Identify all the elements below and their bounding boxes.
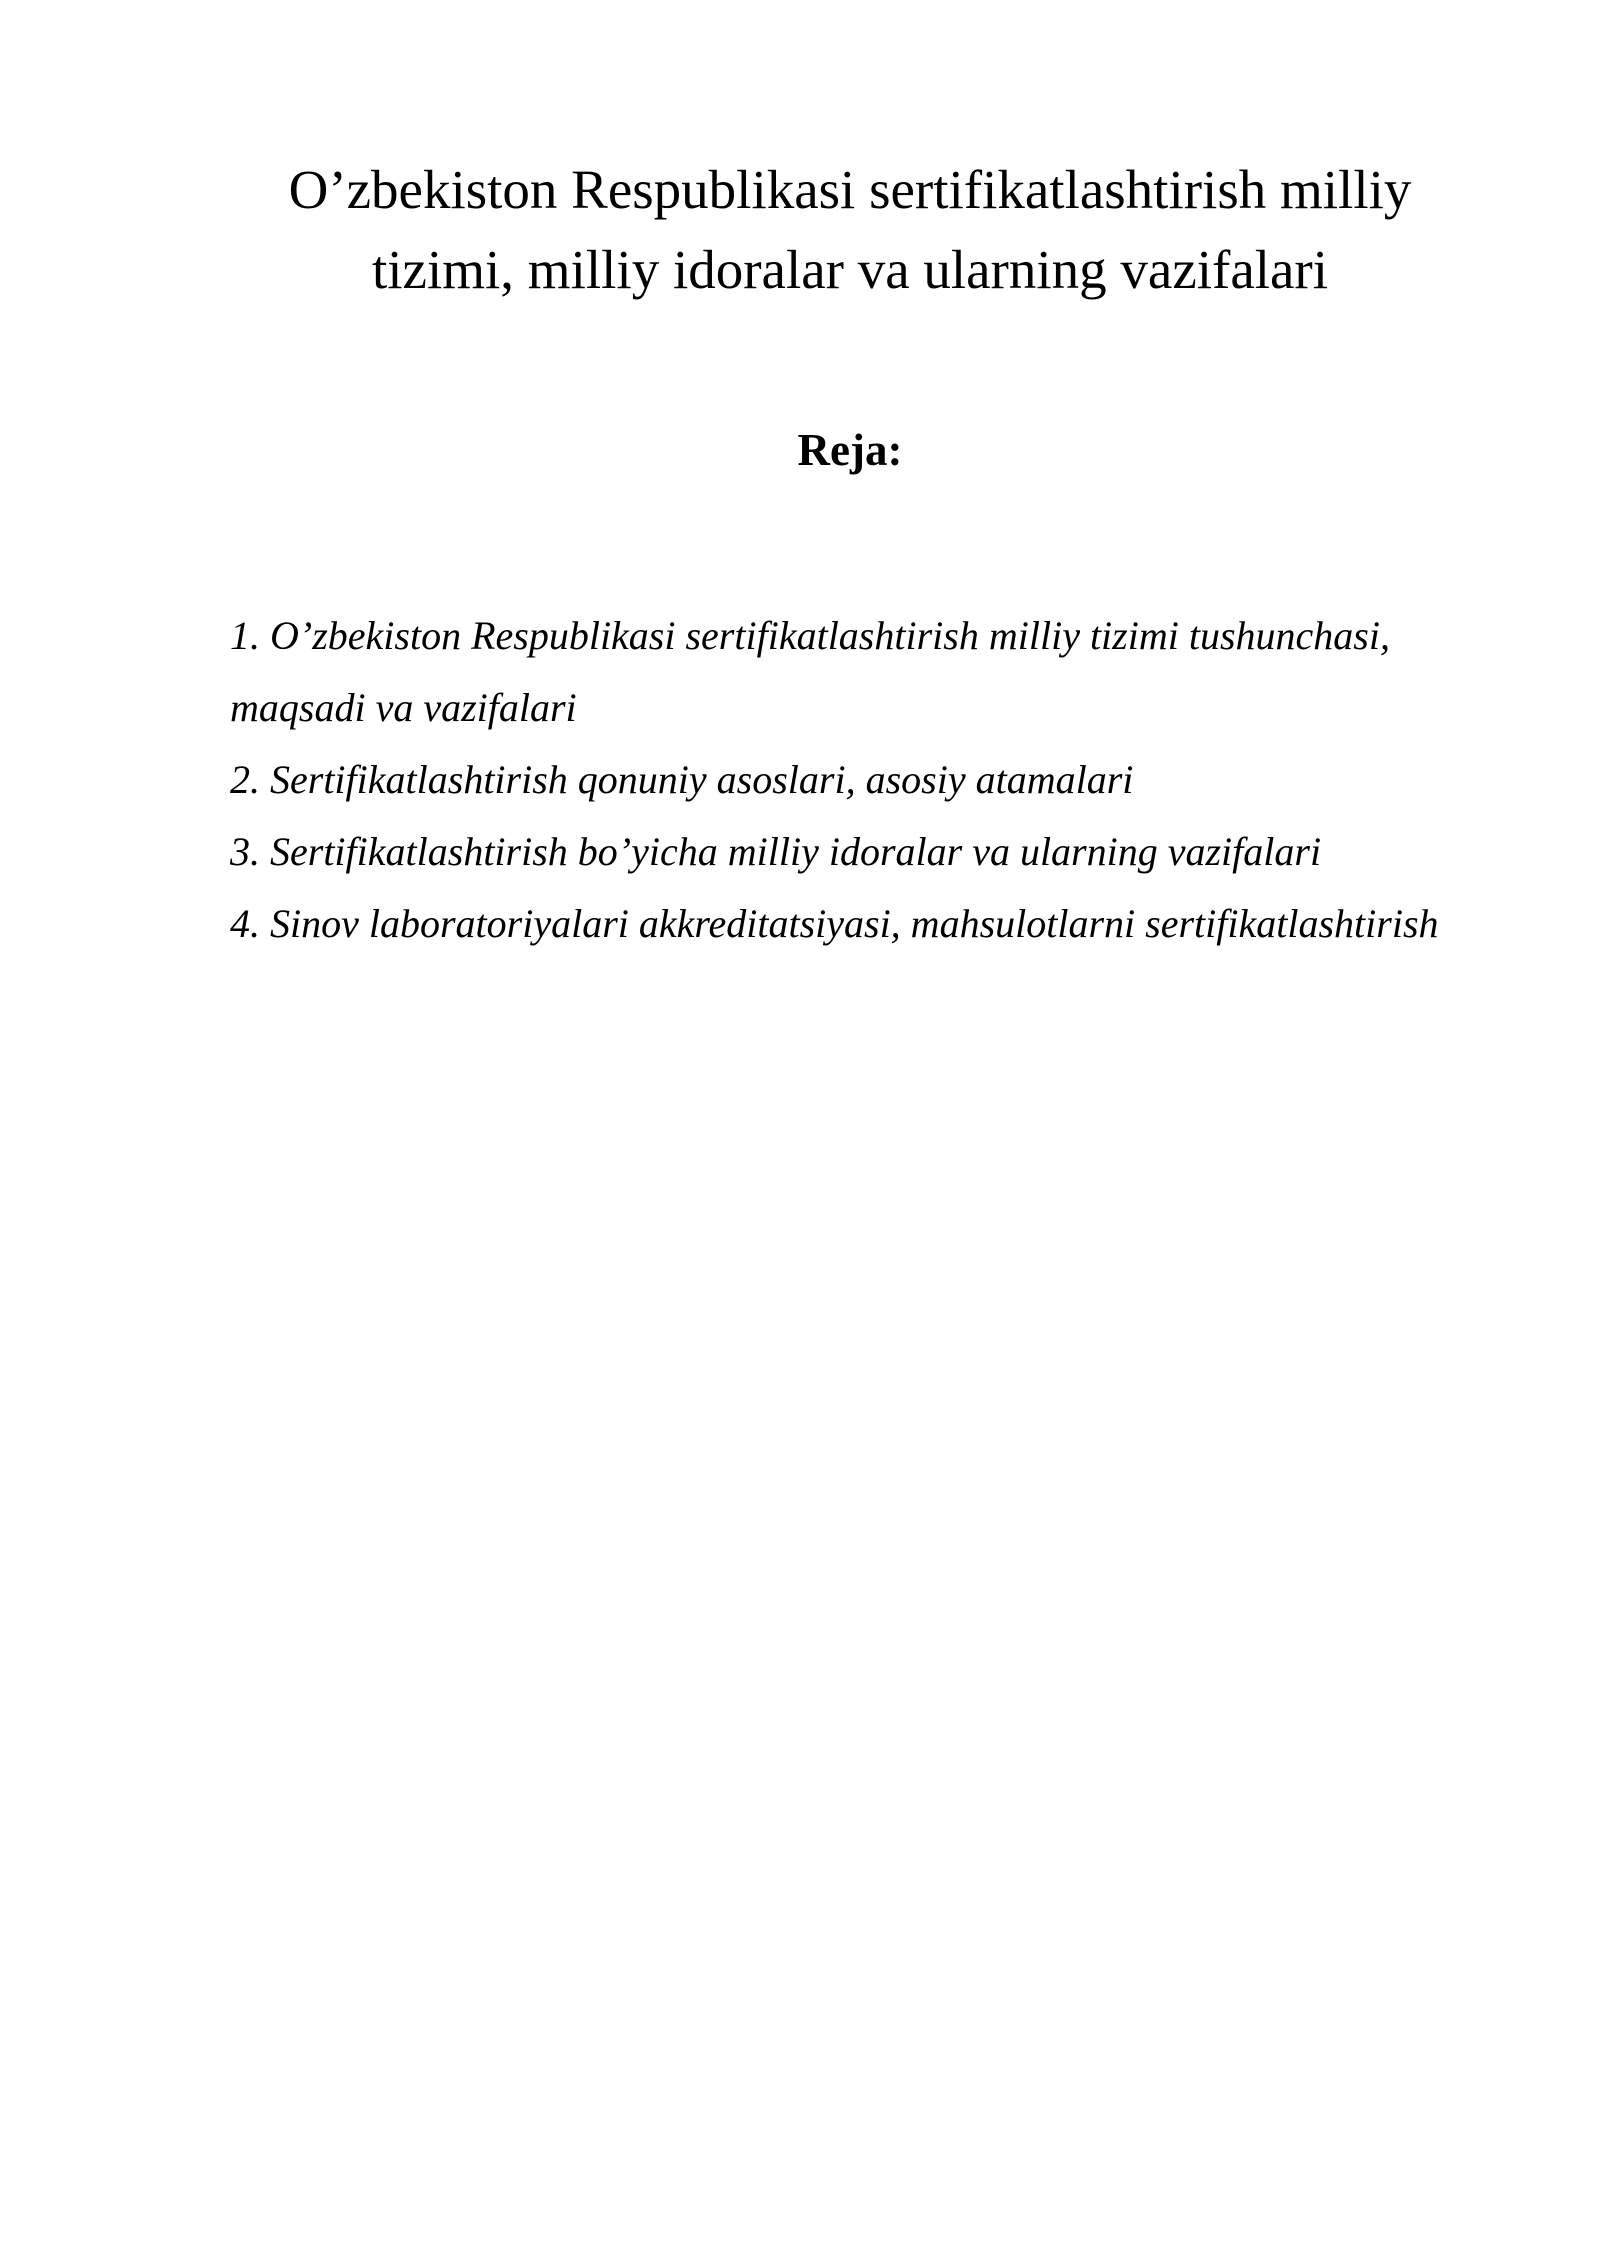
plan-heading: Reja: [797,425,903,475]
document-title-line-1: O’zbekiston Respublikasi sertifikatlashtirish milliy [288,159,1412,220]
document-title-line-2: tizimi, milliy idoralar va ularning vazifalari [371,239,1329,300]
plan-list [230,600,1520,960]
document-title [200,150,1500,310]
plan-item-3: 3. Sertifikatlashtirish bo’yicha milliy idoralar va ularning vazifalari [230,829,1322,874]
plan-item-1: 1. O’zbekiston Respublikasi sertifikatlashtirish milliy tizimi tushunchasi, maqsadi va vazifalari [230,613,1390,730]
plan-item-2: 2. Sertifikatlashtirish qonuniy asoslari, asosiy atamalari [230,757,1134,802]
plan-item-4: 4. Sinov laboratoriyalari akkreditatsiyasi, mahsulotlarni sertifikatlashtirish [230,901,1439,946]
